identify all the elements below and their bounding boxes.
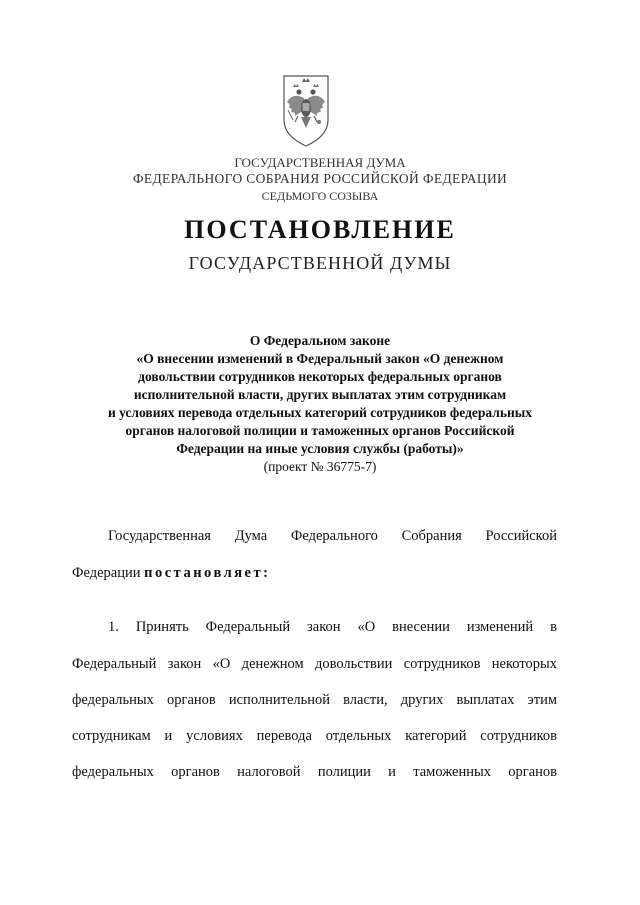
- preamble-line: [72, 565, 557, 582]
- law-title-line: органов налоговой полиции и таможенных органов Российской: [125, 423, 515, 438]
- document-title: ПОСТАНОВЛЕНИЕ: [184, 215, 456, 244]
- preamble-text: Федерации: [72, 565, 145, 581]
- project-number: (проект № 36775-7): [263, 459, 377, 474]
- paragraph-line: федеральных органов налоговой полиции и таможенных органов: [72, 764, 557, 780]
- law-title-line: довольствии сотрудников некоторых федеральных органов: [138, 369, 502, 384]
- law-title-line: Федерации на иные условия службы (работы)»: [176, 441, 464, 456]
- duma-header-line-3: СЕДЬМОГО СОЗЫВА: [261, 189, 379, 203]
- paragraph-line: федеральных органов исполнительной власти, других выплатах этим: [72, 692, 557, 708]
- law-title-line: исполнительной власти, других выплатах этим сотрудникам: [133, 387, 507, 402]
- preamble-line: Государственная Дума Федерального Собрания Российской: [108, 528, 557, 544]
- document-subtitle: ГОСУДАРСТВЕННОЙ ДУМЫ: [188, 253, 452, 273]
- resolves-word: постановляет:: [144, 565, 271, 581]
- law-title-line: О Федеральном законе: [249, 333, 391, 348]
- paragraph-line: 1. Принять Федеральный закон «О внесении изменений в: [108, 619, 557, 635]
- paragraph-line: сотрудникам и условиях перевода отдельных категорий сотрудников: [72, 728, 557, 744]
- duma-header-line-1: ГОСУДАРСТВЕННАЯ ДУМА: [234, 155, 406, 170]
- state-emblem-icon: [281, 70, 331, 150]
- law-title-line: и условиях перевода отдельных категорий сотрудников федеральных: [107, 405, 533, 420]
- paragraph-line: Федеральный закон «О денежном довольствии сотрудников некоторых: [72, 656, 557, 672]
- law-title-line: «О внесении изменений в Федеральный закон «О денежном: [136, 351, 504, 366]
- duma-header-line-2: ФЕДЕРАЛЬНОГО СОБРАНИЯ РОССИЙСКОЙ ФЕДЕРАЦИИ: [132, 171, 508, 186]
